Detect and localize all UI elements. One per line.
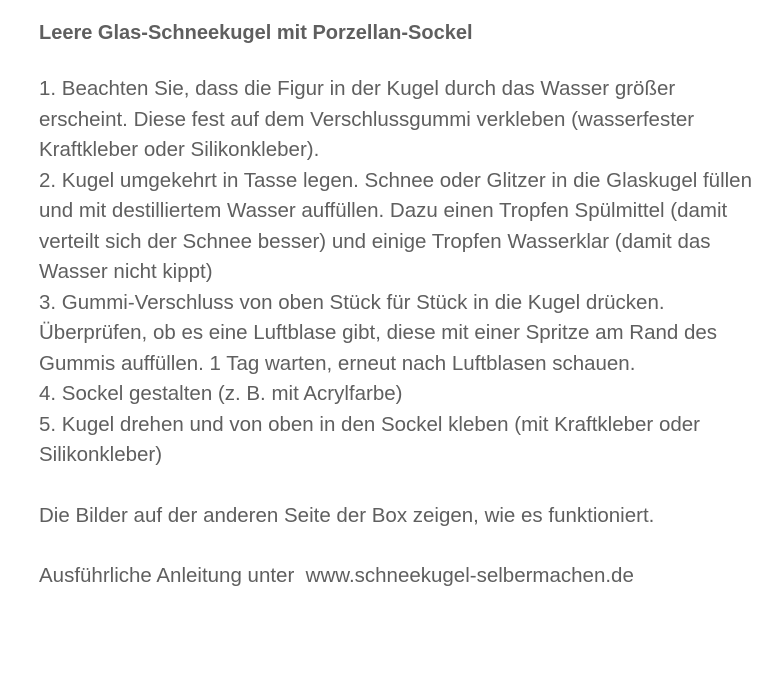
instruction-document (39, 18, 754, 592)
step-1: 1. Beachten Sie, dass die Figur in der Kugel durch das Wasser größer erscheint. Diese fest auf dem Verschlussgummi verkleben (wasserfester Kraftkleber oder Silikonkleber). (39, 77, 695, 161)
step-3: 3. Gummi-Verschluss von oben Stück für Stück in die Kugel drücken. Überprüfen, ob es eine Luftblase gibt, diese mit einer Spritze am Rand des Gummis auffüllen. 1 Tag warten, erneut nach Luftblasen schauen. (39, 290, 718, 375)
website-link[interactable]: www.schneekugel-selbermachen.de (305, 564, 634, 587)
step-4: 4. Sockel gestalten (z. B. mit Acrylfarbe) (39, 382, 403, 405)
step-5: 5. Kugel drehen und von oben in den Sockel kleben (mit Kraftkleber oder Silikonkleber) (39, 412, 700, 466)
instructions-line (39, 561, 754, 592)
steps-list (39, 74, 754, 471)
instructions-prefix: Ausführliche Anleitung unter (39, 564, 306, 587)
step-2: 2. Kugel umgekehrt in Tasse legen. Schnee oder Glitzer in die Glaskugel füllen und mit destilliertem Wasser auffüllen. Dazu einen Tropfen Spülmittel (damit verteilt sich der Schnee besser) und einige Tropfen Wasserklar (damit das Wasser nicht kippt) (39, 168, 752, 283)
document-title: Leere Glas-Schneekugel mit Porzellan-Sockel (39, 22, 473, 44)
images-note: Die Bilder auf der anderen Seite der Box zeigen, wie es funktioniert. (39, 503, 655, 527)
